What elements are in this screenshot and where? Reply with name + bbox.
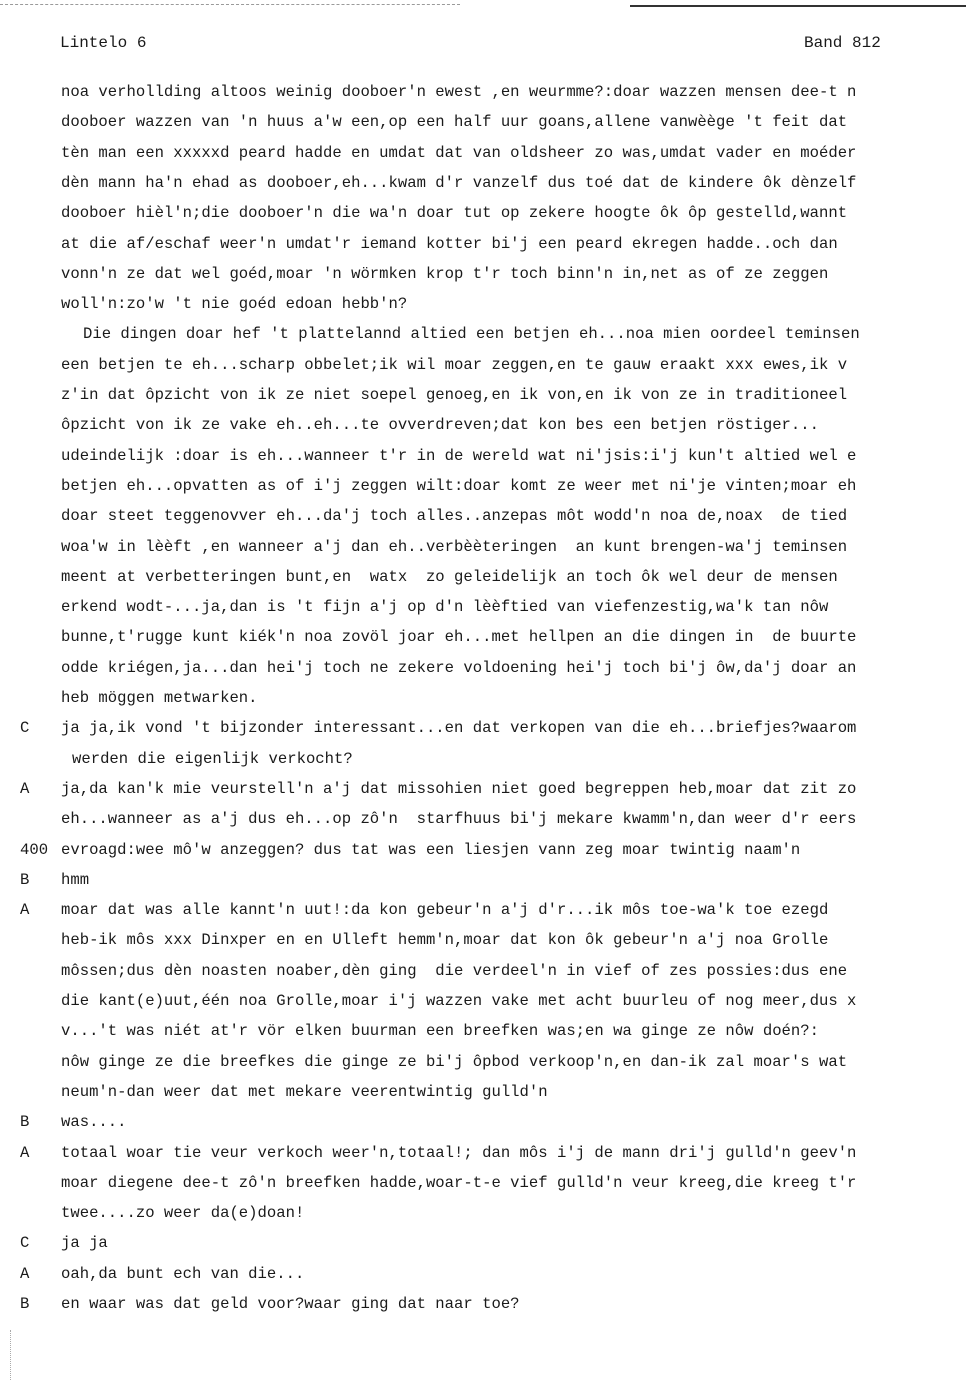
line-text: erkend wodt-...ja,dan is 't fijn a'j op d'n lèèftied van viefenzestig,wa'k tan nôw (61, 598, 829, 617)
line-text: betjen eh...opvatten as of i'j zeggen wilt:doar komt ze weer met ni'je vinten;moar eh (61, 476, 857, 495)
line-text: dooboer wazzen van 'n huus a'w een,op een half uur goans,allene vanwèège 't feit dat (61, 113, 848, 132)
speaker-label: A (20, 1143, 30, 1162)
transcript-line (0, 840, 966, 870)
transcript-line (0, 324, 966, 354)
line-text: meent at verbetteringen bunt,en watx zo geleidelijk an toch ôk wel deur de mensen (61, 567, 838, 586)
transcript-line (0, 779, 966, 809)
transcript-line (0, 627, 966, 657)
speaker-label: A (20, 1264, 30, 1283)
line-text: vonn'n ze dat wel goéd,moar 'n wörmken krop t'r toch binn'n in,net as of ze zeggen (61, 264, 829, 283)
line-text: ja ja,ik vond 't bijzonder interessant...en dat verkopen van die eh...briefjes?waarom (61, 719, 857, 738)
transcript-line (0, 1112, 966, 1142)
line-text: ja ja (61, 1234, 108, 1253)
transcript-line (0, 597, 966, 627)
line-text: Die dingen doar hef 't plattelannd altied een betjen eh...noa mien oordeel teminsen (83, 325, 860, 344)
line-text: een betjen te eh...scharp obbelet;ik wil moar zeggen,en te gauw eraakt xxx ewes,ik v (61, 355, 848, 374)
transcript-line (0, 1264, 966, 1294)
transcript-line (0, 1052, 966, 1082)
transcript-line (0, 567, 966, 597)
speaker-label: B (20, 870, 30, 889)
transcript-line (0, 1021, 966, 1051)
transcript-line (0, 870, 966, 900)
transcript-line (0, 688, 966, 718)
line-text: nôw ginge ze die breefkes die ginge ze bi'j ôpbod verkoop'n,en dan-ik zal moar's wat (61, 1052, 848, 1071)
speaker-label: B (20, 1295, 30, 1313)
speaker-label: A (20, 901, 30, 920)
margin-mark (10, 1330, 12, 1380)
transcript-line (0, 385, 966, 415)
top-rule (0, 4, 460, 5)
transcript-line (0, 749, 966, 779)
transcript-line (0, 961, 966, 991)
transcript-line (0, 415, 966, 445)
transcript-line (0, 537, 966, 567)
line-text: tèn man een xxxxxd peard hadde en umdat dat van oldsheer zo was,umdat vader en moéder (61, 143, 857, 162)
line-text: doar steet teggenovver eh...da'j toch alles..anzepas môt wodd'n noa de,noax de tied (61, 507, 848, 526)
transcript-line (0, 112, 966, 142)
transcript-line (0, 355, 966, 385)
transcript-line (0, 294, 966, 324)
transcript-line (0, 718, 966, 748)
line-text: woa'w in lèèft ,en wanneer a'j dan eh..verbèèteringen an kunt brengen-wa'j teminsen (61, 537, 848, 556)
line-text: oah,da bunt ech van die... (61, 1264, 305, 1283)
speaker-label: C (20, 1234, 30, 1253)
line-text: moar diegene dee-t zô'n breefken hadde,woar-t-e vief gulld'n veur kreeg,die kreeg t'r (61, 1173, 857, 1192)
line-text: heb möggen metwarken. (61, 689, 258, 707)
transcript-line (0, 446, 966, 476)
transcript-line (0, 809, 966, 839)
line-text: ôpzicht von ik ze vake eh..eh...te ovverdreven;dat kon bes een betjen röstiger... (61, 416, 819, 435)
line-text: woll'n:zo'w 't nie goéd edoan hebb'n? (61, 295, 408, 314)
line-text: dooboer hièl'n;die dooboer'n die wa'n doar tut op zekere hoogte ôk ôp gestelld,wannt (61, 204, 848, 223)
transcript-line (0, 1143, 966, 1173)
line-text: dèn mann ha'n ehad as dooboer,eh...kwam d'r vanzelf dus toé dat de kindere ôk dènzelf (61, 173, 857, 192)
line-text: udeindelijk :doar is eh...wanneer t'r in de wereld wat ni'jsis:i'j kun't altied wel e (61, 446, 857, 465)
line-text: noa verhollding altoos weinig dooboer'n ewest ,en weurmme?:doar wazzen mensen dee-t n (61, 83, 857, 101)
transcript-line (0, 1294, 966, 1324)
transcript-line (0, 203, 966, 233)
line-text: twee....zo weer da(e)doan! (61, 1204, 305, 1223)
line-text: die kant(e)uut,één noa Grolle,moar i'j wazzen vake met acht buurleu of nog meer,dus x (61, 992, 857, 1010)
speaker-label: C (20, 719, 30, 738)
speaker-label: A (20, 779, 30, 798)
line-text: v...'t was niét at'r vör elken buurman een breefken was;en wa ginge ze nôw doén?: (61, 1022, 819, 1041)
line-text: en waar was dat geld voor?waar ging dat naar toe? (61, 1295, 520, 1313)
transcript-line (0, 991, 966, 1021)
transcript-line (0, 173, 966, 203)
line-text: z'in dat ôpzicht von ik ze niet soepel genoeg,en ik von,en ik von ze in traditioneel (61, 386, 848, 404)
line-text: moar dat was alle kannt'n uut!:da kon gebeur'n a'j d'r...ik môs toe-wa'k toe ezegd (61, 901, 829, 920)
line-text: at die af/eschaf weer'n umdat'r iemand kotter bi'j een peard ekregen hadde..och dan (61, 234, 838, 253)
transcript-line (0, 1203, 966, 1233)
line-text: evroagd:wee mô'w anzeggen? dus tat was een liesjen vann zeg moar twintig naam'n (61, 840, 801, 859)
transcript-line (0, 1173, 966, 1203)
line-text: hmm (61, 870, 90, 889)
top-rule-right (630, 5, 966, 7)
line-text: totaal woar tie veur verkoch weer'n,totaal!; dan môs i'j de mann dri'j gulld'n geev'n (61, 1143, 857, 1162)
transcript-line (0, 1233, 966, 1263)
speaker-label: 400 (20, 840, 49, 859)
transcript-line (0, 658, 966, 688)
line-text: heb-ik môs xxx Dinxper en en Ulleft hemm'n,moar dat kon ôk gebeur'n a'j noa Grolle (61, 931, 829, 950)
speaker-label: B (20, 1113, 30, 1132)
line-text: was.... (61, 1113, 127, 1132)
transcript-line (0, 930, 966, 960)
transcript-line (0, 900, 966, 930)
transcript-line (0, 506, 966, 536)
transcript-line (0, 234, 966, 264)
transcript-line (0, 1082, 966, 1112)
transcript-line (0, 264, 966, 294)
page-header-band: Band 812 (804, 34, 881, 52)
transcript-line (0, 476, 966, 506)
line-text: bunne,t'rugge kunt kiék'n noa zovöl joar eh...met hellpen an die dingen in de buurte (61, 628, 857, 647)
line-text: neum'n-dan weer dat met mekare veerentwintig gulld'n (61, 1082, 548, 1101)
page-header-title: Lintelo 6 (60, 34, 147, 52)
line-text: môssen;dus dèn noasten noaber,dèn ging die verdeel'n in vief of zes possies:dus ene (61, 961, 848, 980)
transcript-line (0, 143, 966, 173)
line-text: werden die eigenlijk verkocht? (72, 749, 353, 768)
line-text: ja,da kan'k mie veurstell'n a'j dat missohien niet goed begreppen heb,moar dat zit zo (61, 779, 857, 798)
line-text: odde kriégen,ja...dan hei'j toch ne zekere voldoening hei'j toch bi'j ôw,da'j doar an (61, 658, 857, 677)
line-text: eh...wanneer as a'j dus eh...op zô'n starfhuus bi'j mekare kwamm'n,dan weer d'r eers (61, 810, 857, 829)
transcript-line (0, 82, 966, 112)
